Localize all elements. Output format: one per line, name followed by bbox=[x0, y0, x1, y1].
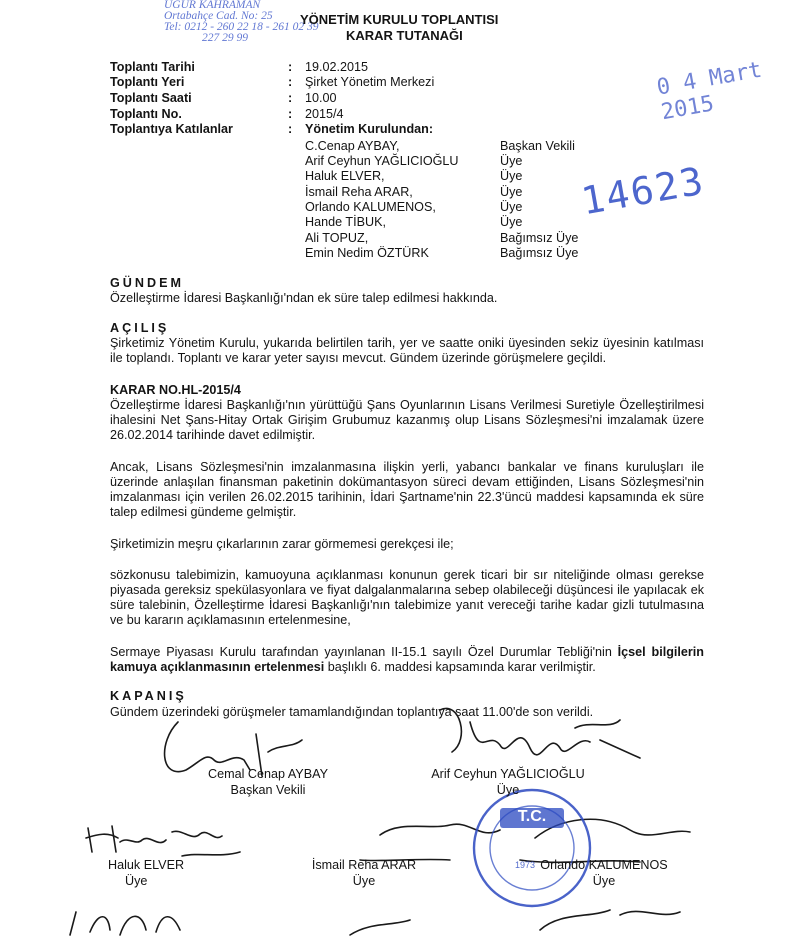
meta-value: 2015/4 bbox=[305, 107, 344, 121]
signatory-name: Haluk ELVER bbox=[108, 858, 185, 872]
karar-paragraph-3: Şirketimizin meşru çıkarlarının zarar görmemesi gerekçesi ile; bbox=[110, 537, 454, 551]
attendee-name: Orlando KALUMENOS, bbox=[305, 200, 436, 214]
signatory-role: Üye bbox=[592, 874, 616, 888]
signature-block-kalumenos bbox=[494, 857, 714, 889]
meta-colon: : bbox=[288, 122, 293, 136]
attendee-name: C.Cenap AYBAY, bbox=[305, 139, 400, 153]
attendee-name: Haluk ELVER, bbox=[305, 169, 385, 183]
section-heading-gundem: GÜNDEM bbox=[110, 276, 184, 290]
received-date-stamp: 0 4 Mart 2015 bbox=[655, 57, 764, 126]
signature-block-arar bbox=[254, 857, 474, 889]
karar-p5-bold: İçsel bilgilerin kamuya açıklanmasının ertelenmesi bbox=[110, 645, 704, 674]
seal-top-text: T.C. bbox=[517, 808, 547, 825]
meta-label: Toplantı Tarihi bbox=[110, 60, 195, 74]
karar-paragraph-4: sözkonusu talebimizin, kamuoyuna açıklanması konunun gerek ticari bir sır niteliğinde olması gerekse piyasada gereksiz spekülasyonlara ve fiyat dalgalanmalarına sebep olabileceği düşüncesi ile yapılacak ek süre talebinin, Özelleştirme İdaresi Başkanlığı'nın talebimize yanıt vereceği tarihe kadar gizli tutulmasına ve bu kararın açıklamasının ertelenmesine, bbox=[110, 568, 704, 627]
attendee-role: Üye bbox=[500, 200, 523, 214]
attendee-role: Bağımsız Üye bbox=[500, 246, 579, 260]
signatory-role: Başkan Vekili bbox=[230, 783, 306, 797]
signatory-name: Cemal Cenap AYBAY bbox=[208, 767, 328, 781]
meta-label: Toplantıya Katılanlar bbox=[110, 122, 233, 136]
attendee-role: Başkan Vekili bbox=[500, 139, 575, 153]
signatory-role: Üye bbox=[496, 783, 520, 797]
meta-colon: : bbox=[288, 107, 293, 121]
meta-value: 19.02.2015 bbox=[305, 60, 369, 74]
attendee-role: Üye bbox=[500, 185, 523, 199]
section-heading-acilis: AÇILIŞ bbox=[110, 321, 170, 335]
section-heading-kapanis: KAPANIŞ bbox=[110, 689, 187, 703]
karar-paragraph-2: Ancak, Lisans Sözleşmesi'nin imzalanmasına ilişkin yerli, yabancı bankalar ve finans kuruluşları ile üzerinde anlaşılan finansman paketinin dokümantasyon süreci devam ettiğinden, Lisans Sözleşmesi'nin imzalanması için verilen 26.02.2015 tarihinin, İdari Şartname'nin 22.3'üncü maddesi kapsamında ek süre talep edilmesi gündeme gelmiştir. bbox=[110, 460, 704, 519]
gundem-text: Özelleştirme İdaresi Başkanlığı'ndan ek süre talep edilmesi hakkında. bbox=[110, 291, 498, 305]
kapanis-text: Gündem üzerindeki görüşmeler tamamlandığından toplantıya saat 11.00'de son verildi. bbox=[110, 705, 594, 719]
attendee-name: Hande TİBUK, bbox=[305, 215, 386, 229]
signatory-role: Üye bbox=[125, 874, 148, 888]
stamp-line: Tel: 0212 - 260 22 18 - 261 02 39 bbox=[164, 21, 319, 33]
attendee-role: Üye bbox=[500, 154, 523, 168]
attendee-role: Bağımsız Üye bbox=[500, 231, 579, 245]
signatory-role: Üye bbox=[352, 874, 376, 888]
signatory-name: Orlando KALUMENOS bbox=[540, 858, 668, 872]
attendee-role: Üye bbox=[500, 169, 523, 183]
karar-p5-start: Sermaye Piyasası Kurulu tarafından yayınlanan II-15.1 sayılı Özel Durumlar Tebliği'nin bbox=[110, 645, 618, 659]
signatory-name: İsmail Reha ARAR bbox=[311, 858, 417, 872]
attendee-name: Arif Ceyhun YAĞLICIOĞLU bbox=[305, 154, 459, 168]
stamp-line: Ortabahçe Cad. No: 25 bbox=[164, 10, 273, 22]
stamp-line: UĞUR KAHRAMAN bbox=[164, 0, 261, 11]
meta-label: Toplantı Yeri bbox=[110, 75, 185, 89]
meta-colon: : bbox=[288, 91, 293, 105]
section-heading-karar: KARAR NO.HL-2015/4 bbox=[110, 383, 241, 397]
signature-block-elver bbox=[108, 857, 184, 889]
meta-value: 10.00 bbox=[305, 91, 337, 105]
attendee-name: Emin Nedim ÖZTÜRK bbox=[305, 246, 429, 260]
received-number-stamp: 14623 bbox=[578, 158, 709, 224]
signature-block-aybay bbox=[158, 766, 378, 798]
signature-block-yaglicioglu bbox=[398, 766, 618, 798]
stamp-line: 227 29 99 bbox=[202, 32, 248, 44]
meta-colon: : bbox=[288, 60, 293, 74]
document-subtitle: KARAR TUTANAĞI bbox=[346, 28, 463, 43]
attendee-name: Ali TOPUZ, bbox=[305, 231, 369, 245]
karar-p5-end: başlıklı 6. maddesi kapsamında karar verilmiştir. bbox=[324, 660, 596, 674]
document-title: YÖNETİM KURULU TOPLANTISI bbox=[300, 12, 499, 27]
attendee-name: İsmail Reha ARAR, bbox=[305, 185, 413, 199]
meta-label: Toplantı Saati bbox=[110, 91, 192, 105]
signatory-name: Arif Ceyhun YAĞLICIOĞLU bbox=[431, 767, 585, 781]
meta-value: Şirket Yönetim Merkezi bbox=[305, 75, 435, 89]
meta-label: Toplantı No. bbox=[110, 107, 182, 121]
meta-value: Yönetim Kurulundan: bbox=[305, 122, 434, 136]
acilis-text: Şirketimiz Yönetim Kurulu, yukarıda belirtilen tarih, yer ve saatte oniki üyesinden sekiz üyesinin katılması ile toplandı. Toplantı ve karar yeter sayısı mevcut. Gündem üzerinde görüşmelere geçildi. bbox=[110, 336, 704, 365]
attendee-role: Üye bbox=[500, 215, 523, 229]
seal-year: 1973 bbox=[515, 860, 536, 870]
meta-colon: : bbox=[288, 75, 293, 89]
karar-paragraph-1: Özelleştirme İdaresi Başkanlığı'nın yürüttüğü Şans Oyunlarının Lisans Verilmesi Suretiyle Özelleştirilmesi ihalesini Net Şans-Hitay Ortak Girişim Grubumuz kazanmış olup Lisans Sözleşmesi'ni imzalamak üzere 26.02.2014 tarihinde davet edilmiştir. bbox=[110, 398, 704, 442]
